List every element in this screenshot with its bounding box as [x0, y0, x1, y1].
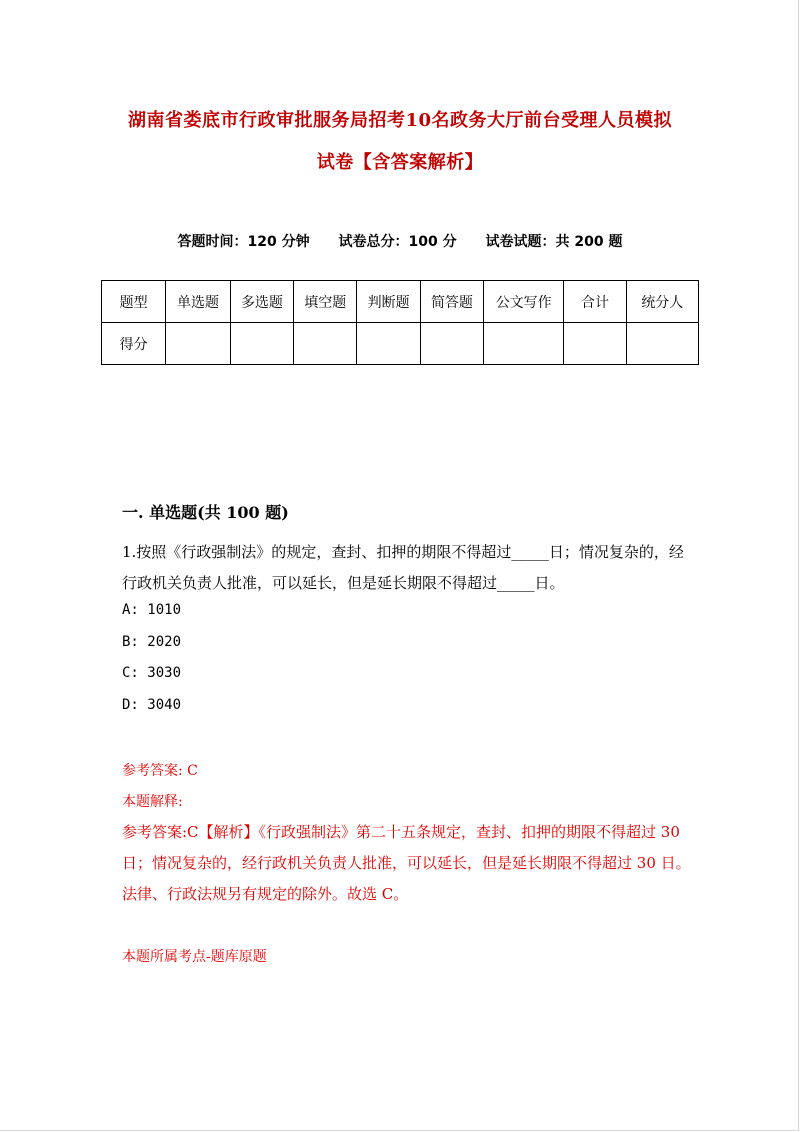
explanation-text: 参考答案:C【解析】《行政强制法》第二十五条规定，查封、扣押的期限不得超过 30 日；情况复杂的，经行政机关负责人批准，可以延长，但是延长期限不得超过 30 日。法律、行政法规另有规定的除外。故选 C。: [122, 823, 691, 903]
document-title-line1: 湖南省娄底市行政审批服务局招考10名政务大厅前台受理人员模拟: [127, 110, 673, 131]
score-table: [101, 280, 699, 365]
question-text: 1.按照《行政强制法》的规定，查封、扣押的期限不得超过_____日；情况复杂的，经行政机关负责人批准，可以延长，但是延长期限不得超过_____日。: [122, 543, 684, 592]
section-heading: 一. 单选题(共 100 题): [122, 503, 289, 522]
reference-answer: 参考答案: C: [122, 763, 198, 779]
score-header-cell: 多选题: [230, 281, 293, 323]
exam-total-score: 试卷总分：100 分: [338, 234, 457, 250]
score-header-cell: 合计: [564, 281, 626, 323]
option-c: C: 3030: [122, 665, 182, 681]
score-header-cell: 判断题: [357, 281, 420, 323]
score-header-cell: 简答题: [420, 281, 483, 323]
score-table-score-row: [102, 323, 699, 365]
score-cell[interactable]: [230, 323, 293, 365]
score-cell[interactable]: [294, 323, 357, 365]
score-cell[interactable]: [357, 323, 420, 365]
score-cell[interactable]: [166, 323, 230, 365]
score-table-header-row: [102, 281, 699, 323]
explanation-label: 本题解释:: [122, 794, 183, 810]
option-a: A: 1010: [122, 602, 182, 618]
score-header-cell: 填空题: [294, 281, 357, 323]
exam-time: 答题时间：120 分钟: [177, 234, 310, 250]
option-b: B: 2020: [122, 634, 182, 650]
exam-meta: [0, 231, 800, 251]
score-header-cell: 题型: [102, 281, 166, 323]
score-cell[interactable]: [420, 323, 483, 365]
score-header-cell: 统分人: [626, 281, 698, 323]
score-header-cell: 公文写作: [484, 281, 564, 323]
option-d: D: 3040: [122, 697, 182, 713]
score-cell[interactable]: [626, 323, 698, 365]
score-header-cell: 单选题: [166, 281, 230, 323]
score-cell[interactable]: [564, 323, 626, 365]
question-source: 本题所属考点-题库原题: [122, 949, 267, 965]
document-title-line2: 试卷【含答案解析】: [316, 152, 484, 173]
score-row-label: 得分: [102, 323, 166, 365]
score-cell[interactable]: [484, 323, 564, 365]
exam-question-count: 试卷试题：共 200 题: [485, 234, 623, 250]
